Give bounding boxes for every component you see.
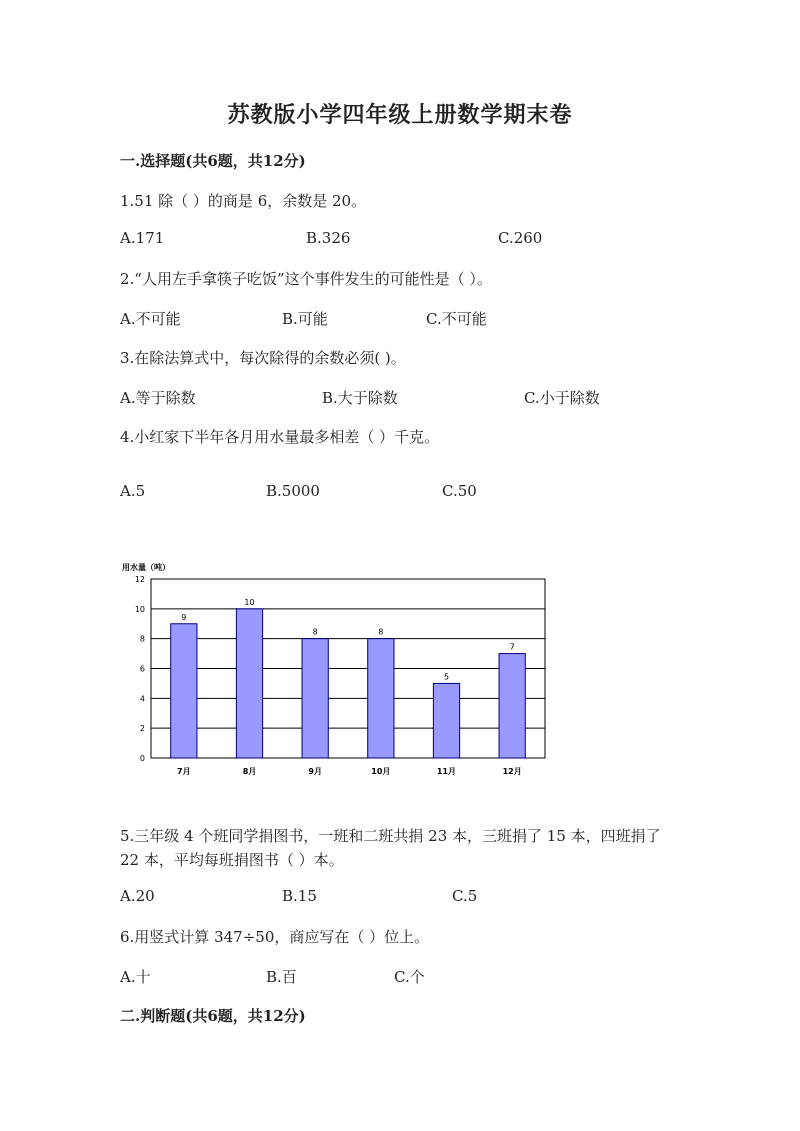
x-tick-label: 8月 — [242, 767, 257, 776]
q3-option-b: B.大于除数 — [322, 389, 398, 407]
q6-option-b: B.百 — [266, 968, 297, 986]
q6-option-c: C.个 — [394, 968, 425, 986]
bar — [236, 609, 262, 758]
q5-option-c: C.5 — [452, 887, 478, 905]
bar-value-label: 8 — [312, 627, 318, 637]
y-tick-label: 0 — [139, 754, 145, 763]
q4-option-b: B.5000 — [266, 482, 320, 500]
y-tick-label: 6 — [139, 664, 145, 674]
bar — [499, 654, 525, 758]
x-tick-label: 10月 — [371, 767, 391, 776]
q2-option-a: A.不可能 — [120, 310, 181, 328]
y-tick-label: 12 — [134, 575, 145, 584]
x-tick-label: 9月 — [308, 767, 322, 776]
bar-value-label: 8 — [378, 627, 384, 637]
q3-option-a: A.等于除数 — [120, 389, 196, 407]
bar — [368, 639, 394, 758]
q1-option-a: A.171 — [120, 229, 165, 247]
question-4: 4.小红家下半年各月用水量最多相差（ ）千克。 — [120, 428, 440, 446]
question-2: 2.“人用左手拿筷子吃饭”这个事件发生的可能性是（ ）。 — [120, 270, 492, 288]
q2-option-c: C.不可能 — [426, 310, 487, 328]
q1-option-c: C.260 — [498, 229, 543, 247]
section-judge-heading: 二.判断题(共6题，共12分) — [120, 1007, 306, 1025]
y-tick-label: 10 — [134, 604, 145, 614]
section-choice-heading: 一.选择题(共6题，共12分) — [120, 152, 306, 170]
x-tick-label: 12月 — [502, 767, 522, 776]
q6-option-a: A.十 — [120, 968, 151, 986]
q2-option-b: B.可能 — [282, 310, 328, 328]
y-tick-label: 2 — [139, 724, 145, 734]
y-axis-label: 用水量（吨） — [122, 563, 170, 572]
q5-option-a: A.20 — [120, 887, 155, 905]
q3-option-c: C.小于除数 — [524, 389, 600, 407]
question-6: 6.用竖式计算 347÷50，商应写在（ ）位上。 — [120, 928, 430, 946]
bar — [171, 624, 197, 758]
q4-option-c: C.50 — [442, 482, 477, 500]
question-5: 5.三年级 4 个班同学捐图书，一班和二班共捐 23 本，三班捐了 15 本，四班捐了 22 本，平均每班捐图书（ ）本。 — [120, 827, 661, 869]
bar-value-label: 10 — [244, 597, 255, 607]
x-tick-label: 7月 — [177, 767, 191, 776]
bar — [302, 639, 328, 758]
bar-value-label: 5 — [443, 672, 450, 682]
q1-option-b: B.326 — [306, 229, 351, 247]
question-3: 3.在除法算式中，每次除得的余数必须( )。 — [120, 349, 406, 367]
x-tick-label: 11月 — [436, 767, 457, 776]
bar-value-label: 9 — [181, 612, 187, 622]
q4-option-a: A.5 — [120, 482, 146, 500]
y-tick-label: 8 — [139, 634, 145, 644]
water-usage-bar-chart — [118, 558, 558, 784]
question-1: 1.51 除（ ）的商是 6，余数是 20。 — [120, 192, 367, 210]
bar-value-label: 7 — [509, 642, 515, 652]
page-title: 苏教版小学四年级上册数学期末卷 — [227, 102, 573, 128]
bar — [433, 683, 459, 758]
q5-option-b: B.15 — [282, 887, 317, 905]
y-tick-label: 4 — [139, 694, 145, 704]
